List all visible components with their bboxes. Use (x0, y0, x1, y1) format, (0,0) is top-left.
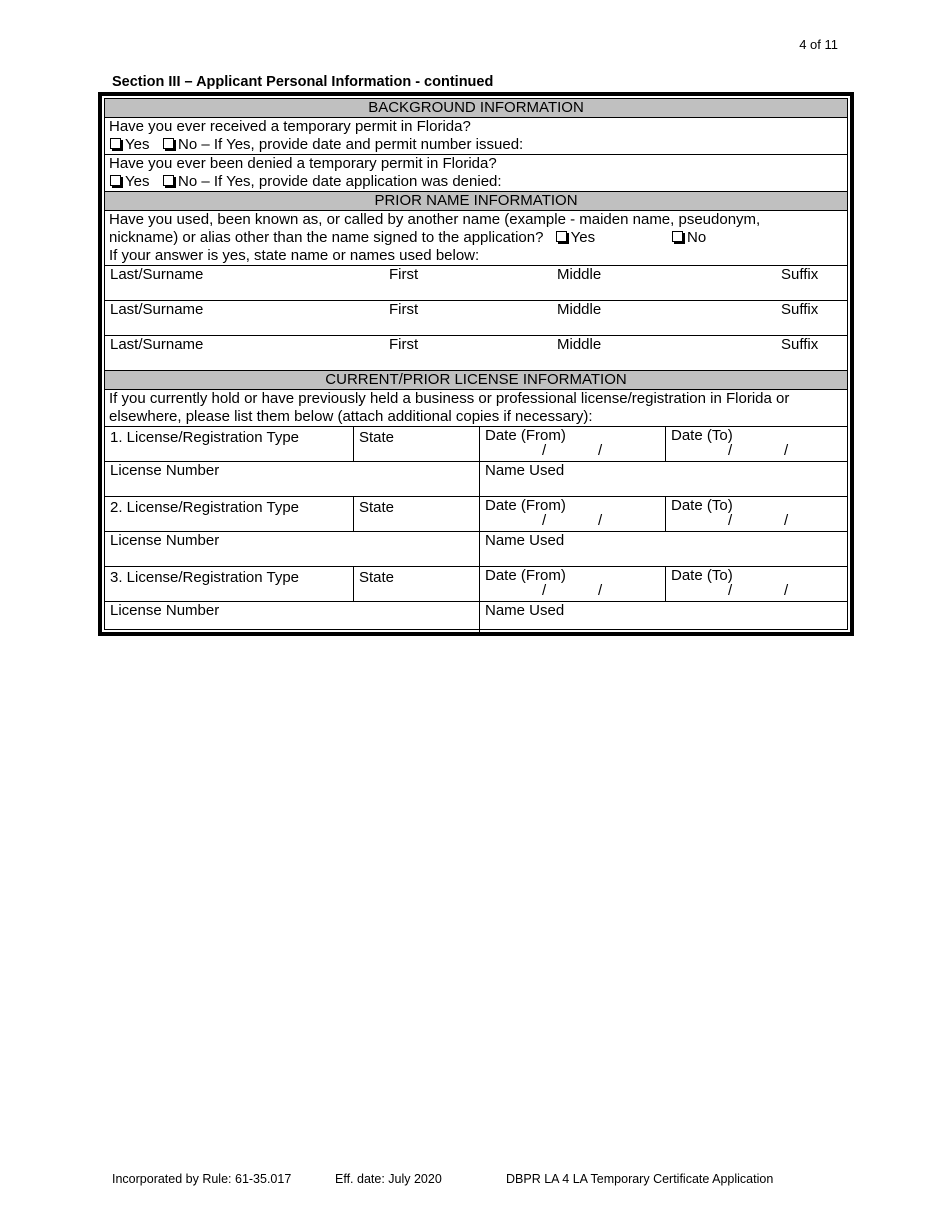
form-inner (104, 98, 848, 630)
license-type-label: 1. License/Registration Type (110, 429, 300, 446)
permit-denied-question (105, 155, 847, 191)
license-type-field[interactable] (105, 497, 353, 531)
permit-received-text: Have you ever received a temporary permit in Florida? (109, 118, 471, 135)
prior-name-no-label: No (687, 229, 707, 246)
license-type-field[interactable] (105, 567, 353, 601)
section-title: Section III – Applicant Personal Information - continued (112, 74, 494, 90)
name-used-label: Name Used (485, 462, 565, 479)
prior-name-header: PRIOR NAME INFORMATION (105, 191, 847, 211)
page-number: 4 of 11 (799, 37, 838, 52)
license-header: CURRENT/PRIOR LICENSE INFORMATION (105, 370, 847, 390)
date-to-field[interactable] (665, 567, 847, 601)
permit-received-options (109, 136, 843, 154)
prior-name-question-line2-row (109, 229, 843, 247)
date-slash: / (542, 442, 547, 459)
footer-eff-date: Eff. date: July 2020 (335, 1172, 442, 1186)
date-slash: / (542, 582, 547, 599)
date-slash: / (598, 582, 603, 599)
date-to-field[interactable] (665, 497, 847, 531)
date-from-field[interactable] (479, 497, 665, 531)
permit-denied-no-label: No – If Yes, provide date application was denied: (178, 173, 502, 190)
state-label: State (359, 499, 395, 516)
state-field[interactable] (353, 567, 479, 601)
state-field[interactable] (353, 427, 479, 461)
form-table (98, 92, 854, 636)
prior-name-yes-checkbox[interactable] (556, 231, 567, 242)
permit-denied-yes-checkbox[interactable] (110, 175, 121, 186)
prior-name-no-checkbox[interactable] (672, 231, 683, 242)
date-slash: / (542, 512, 547, 529)
name-used-field[interactable] (479, 602, 847, 636)
permit-received-no-checkbox[interactable] (163, 138, 174, 149)
date-from-field[interactable] (479, 427, 665, 461)
date-slash: / (784, 442, 789, 459)
last-name-label: Last/Surname (110, 266, 204, 283)
license-number-row (105, 602, 847, 636)
permit-denied-yes-label: Yes (125, 173, 150, 190)
license-number-label: License Number (110, 532, 220, 549)
license-number-label: License Number (110, 462, 220, 479)
date-slash: / (598, 442, 603, 459)
prior-name-question-line1: Have you used, been known as, or called by another name (example - maiden name, pseudonym, (109, 211, 761, 228)
license-number-row (105, 532, 847, 567)
permit-received-no-label: No – If Yes, provide date and permit number issued: (178, 136, 524, 153)
license-type-label: 3. License/Registration Type (110, 569, 300, 586)
license-entry-row (105, 427, 847, 462)
license-intro (105, 390, 847, 427)
first-name-label: First (389, 336, 419, 353)
date-slash: / (784, 582, 789, 599)
first-name-label: First (389, 266, 419, 283)
prior-name-question-line2: nickname) or alias other than the name signed to the application? (109, 229, 544, 246)
date-slash: / (728, 512, 733, 529)
license-number-row (105, 462, 847, 497)
license-intro-line2: elsewhere, please list them below (attach additional copies if necessary): (109, 408, 593, 425)
state-label: State (359, 429, 395, 446)
license-number-label: License Number (110, 602, 220, 619)
suffix-label: Suffix (781, 301, 819, 318)
date-to-label: Date (To) (671, 567, 733, 584)
last-name-label: Last/Surname (110, 301, 204, 318)
prior-name-question (105, 211, 847, 266)
license-type-label: 2. License/Registration Type (110, 499, 300, 516)
first-name-label: First (389, 301, 419, 318)
date-from-label: Date (From) (485, 567, 566, 584)
permit-denied-text: Have you ever been denied a temporary permit in Florida? (109, 155, 497, 172)
name-used-label: Name Used (485, 532, 565, 549)
prior-name-yes-label: Yes (570, 229, 596, 246)
suffix-label: Suffix (781, 336, 819, 353)
permit-received-yes-checkbox[interactable] (110, 138, 121, 149)
background-header: BACKGROUND INFORMATION (105, 99, 847, 118)
date-from-label: Date (From) (485, 427, 566, 444)
permit-received-question (105, 118, 847, 155)
prior-name-row[interactable] (105, 336, 847, 370)
middle-name-label: Middle (557, 266, 602, 283)
license-number-field[interactable] (105, 462, 479, 496)
suffix-label: Suffix (781, 266, 819, 283)
footer-form-name: DBPR LA 4 LA Temporary Certificate Application (506, 1172, 774, 1186)
state-field[interactable] (353, 497, 479, 531)
date-slash: / (728, 582, 733, 599)
last-name-label: Last/Surname (110, 336, 204, 353)
license-entry-row (105, 497, 847, 532)
date-to-field[interactable] (665, 427, 847, 461)
license-number-field[interactable] (105, 532, 479, 566)
date-to-label: Date (To) (671, 427, 733, 444)
license-entry-row (105, 567, 847, 602)
license-number-field[interactable] (105, 602, 479, 636)
prior-name-row[interactable] (105, 266, 847, 301)
license-intro-line1: If you currently hold or have previously held a business or professional license/registration in Florida or (109, 390, 790, 407)
date-slash: / (784, 512, 789, 529)
prior-name-row[interactable] (105, 301, 847, 336)
middle-name-label: Middle (557, 301, 602, 318)
date-to-label: Date (To) (671, 497, 733, 514)
permit-denied-options (109, 173, 843, 191)
name-used-field[interactable] (479, 532, 847, 566)
date-from-field[interactable] (479, 567, 665, 601)
date-from-label: Date (From) (485, 497, 566, 514)
license-type-field[interactable] (105, 427, 353, 461)
prior-name-instruction: If your answer is yes, state name or names used below: (109, 247, 480, 264)
middle-name-label: Middle (557, 336, 602, 353)
permit-received-yes-label: Yes (125, 136, 150, 153)
date-slash: / (728, 442, 733, 459)
permit-denied-no-checkbox[interactable] (163, 175, 174, 186)
name-used-field[interactable] (479, 462, 847, 496)
footer-rule: Incorporated by Rule: 61-35.017 (112, 1172, 292, 1186)
name-used-label: Name Used (485, 602, 565, 619)
state-label: State (359, 569, 395, 586)
date-slash: / (598, 512, 603, 529)
